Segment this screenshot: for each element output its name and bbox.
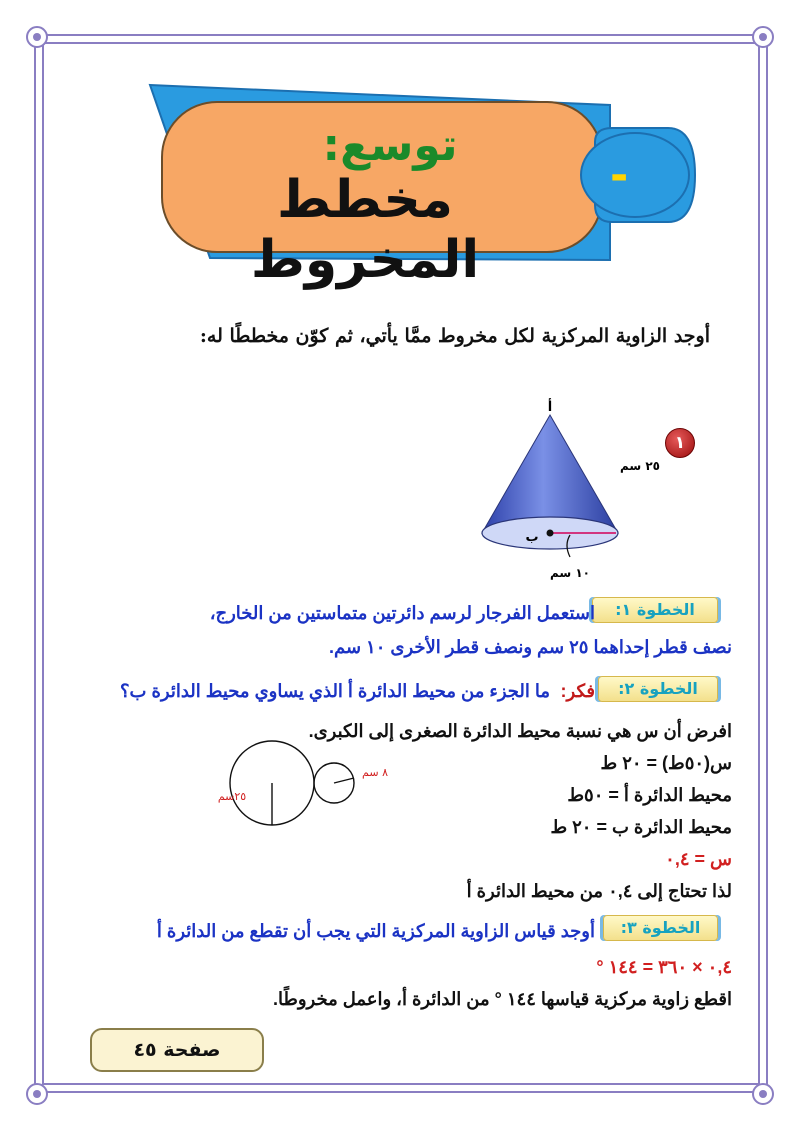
- title-dash: -: [610, 150, 629, 201]
- step-3-final: اقطع زاوية مركزية قياسها ١٤٤ ° من الدائرة أ، واعمل مخروطًا.: [273, 989, 732, 1009]
- problem-number-badge: ١: [665, 428, 695, 458]
- step-2-conclusion: لذا تحتاج إلى ٠,٤ من محيط الدائرة أ: [466, 881, 732, 901]
- corner-ornament: [26, 1083, 48, 1105]
- cone-radius-label: ١٠ سم: [549, 566, 591, 580]
- corner-ornament: [752, 26, 774, 48]
- step-3-calculation: ٠,٤ × ٣٦٠ = ١٤٤ °: [596, 957, 732, 977]
- step-2-equation-3: محيط الدائرة ب = ٢٠ ط: [550, 817, 732, 837]
- cone-apex-label: أ: [547, 400, 553, 415]
- large-circle-label: ٢٥سم: [217, 790, 247, 803]
- cone-diagram: [470, 395, 660, 585]
- step-2-equation-2: محيط الدائرة أ = ٥٠ط: [567, 785, 732, 805]
- step-2-equation-4: س = ٠,٤: [665, 849, 732, 869]
- step-2-question: ما الجزء من محيط الدائرة أ الذي يساوي محيط الدائرة ب؟: [119, 681, 550, 701]
- corner-ornament: [26, 26, 48, 48]
- title-line-2: مخطط المخروط: [250, 170, 480, 290]
- cone-center-label: ب: [525, 530, 539, 545]
- step-2-think-label: فكر:: [560, 681, 595, 701]
- step-2-assume: افرض أن س هي نسبة محيط الدائرة الصغرى إلى الكبرى.: [308, 721, 732, 741]
- instruction-text: أوجد الزاوية المركزية لكل مخروط ممَّا يأتي، ثم كوّن مخططًا له:: [199, 325, 710, 347]
- page-number: صفحة ٤٥: [90, 1028, 264, 1072]
- step-3-badge: الخطوة ٣:: [603, 915, 718, 941]
- corner-ornament: [752, 1083, 774, 1105]
- step-3-line-1: أوجد قياس الزاوية المركزية التي يجب أن تقطع من الدائرة أ: [156, 921, 595, 941]
- step-1-line-2: نصف قطر إحداهما ٢٥ سم ونصف قطر الأخرى ١٠ سم.: [328, 637, 732, 657]
- step-2-equation-1: س(٥٠ط) = ٢٠ ط: [600, 753, 732, 773]
- tangent-circles-diagram: [200, 738, 410, 830]
- cone-slant-label: ٢٥ سم: [619, 459, 660, 473]
- step-1-badge: الخطوة ١:: [592, 597, 718, 623]
- small-circle-label: ٨ سم: [362, 766, 388, 779]
- step-1-line-1: استعمل الفرجار لرسم دائرتين متماستين من الخارج،: [209, 603, 595, 623]
- title-line-1: توسع:: [322, 120, 458, 171]
- step-2-badge: الخطوة ٢:: [598, 676, 718, 702]
